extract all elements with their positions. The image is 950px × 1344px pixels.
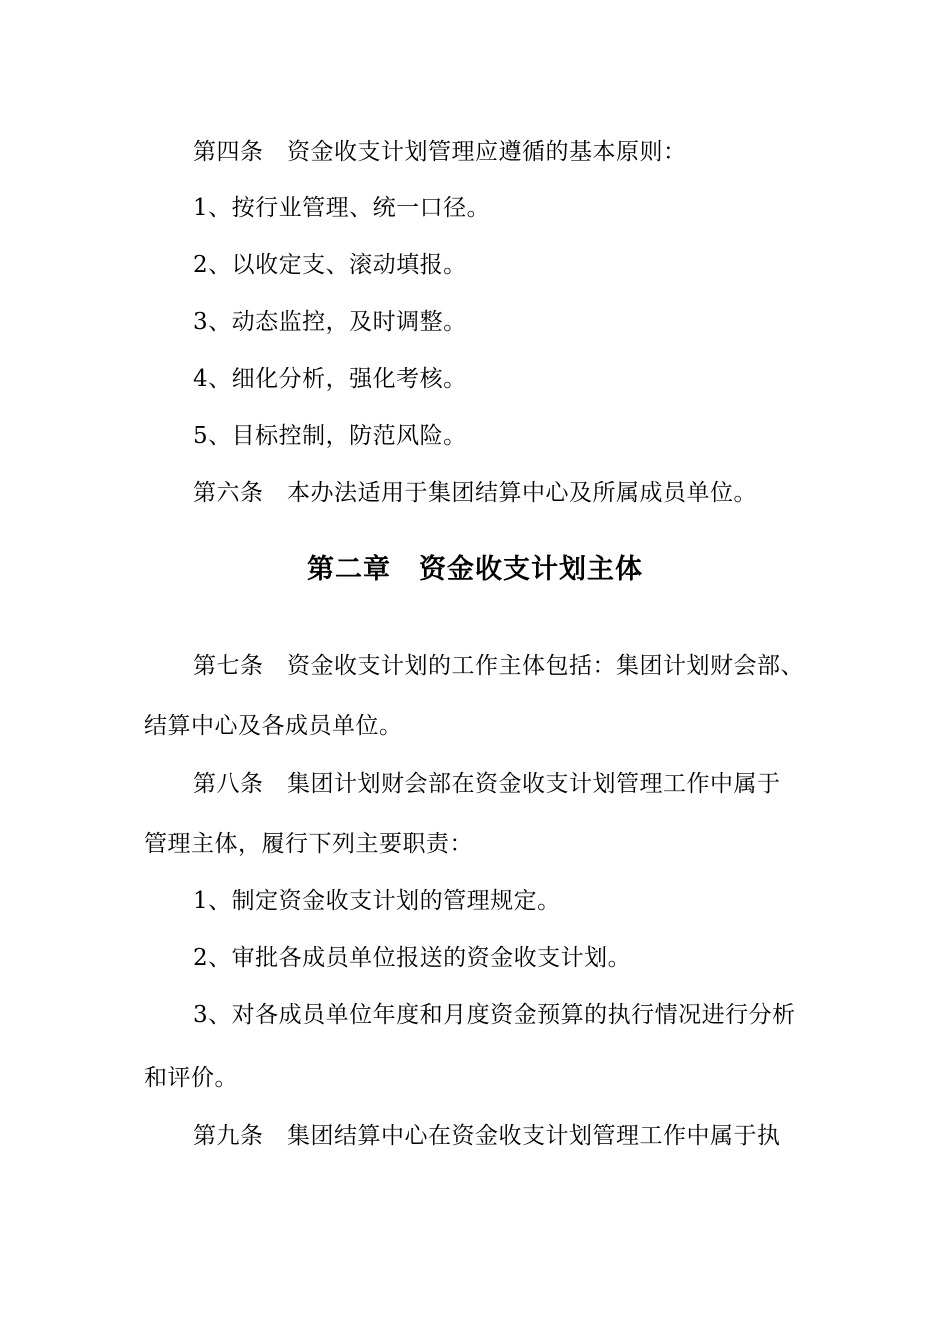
- duty-item-1: 1、制定资金收支计划的管理规定。: [193, 888, 561, 914]
- article-8-line-1: 第八条 集团计划财会部在资金收支计划管理工作中属于: [193, 771, 781, 797]
- principle-item-4: 4、细化分析，强化考核。: [193, 366, 467, 392]
- duty-item-3-line-2: 和评价。: [144, 1065, 238, 1091]
- duty-item-3-line-1: 3、对各成员单位年度和月度资金预算的执行情况进行分析: [193, 1002, 796, 1028]
- article-8-line-2: 管理主体，履行下列主要职责：: [144, 831, 473, 857]
- chapter-2-heading: 第二章 资金收支计划主体: [307, 554, 643, 585]
- principle-item-5: 5、目标控制，防范风险。: [193, 423, 467, 449]
- article-7-line-1: 第七条 资金收支计划的工作主体包括：集团计划财会部、: [193, 653, 804, 679]
- duty-item-2: 2、审批各成员单位报送的资金收支计划。: [193, 945, 632, 971]
- principle-item-2: 2、以收定支、滚动填报。: [193, 252, 467, 278]
- article-6-text: 第六条 本办法适用于集团结算中心及所属成员单位。: [193, 480, 757, 506]
- principle-item-1: 1、按行业管理、统一口径。: [193, 195, 491, 221]
- principle-item-3: 3、动态监控，及时调整。: [193, 309, 467, 335]
- article-7-line-2: 结算中心及各成员单位。: [144, 713, 403, 739]
- article-9-line-1: 第九条 集团结算中心在资金收支计划管理工作中属于执: [193, 1123, 781, 1149]
- article-4-text: 第四条 资金收支计划管理应遵循的基本原则：: [193, 139, 687, 165]
